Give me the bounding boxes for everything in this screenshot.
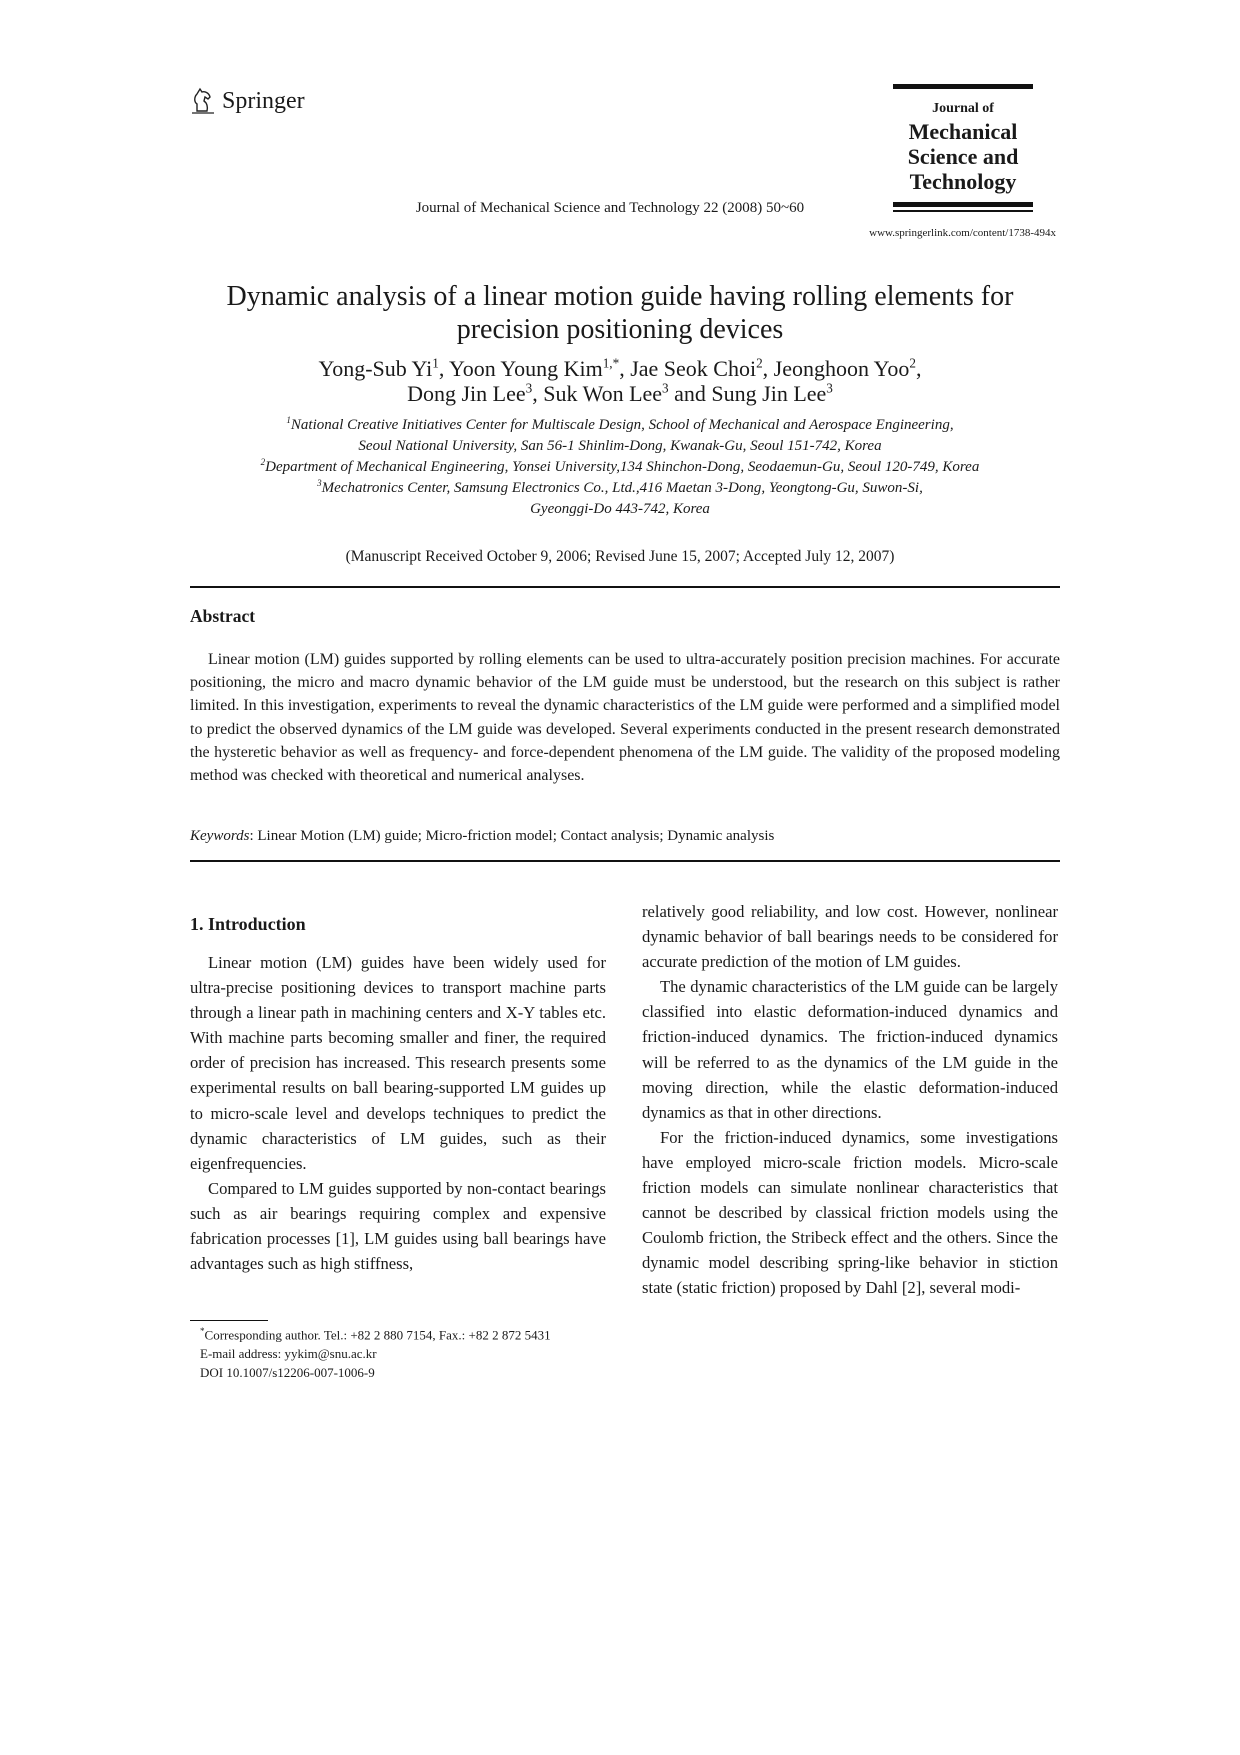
masthead-name-line: Technology	[909, 169, 1017, 194]
body-paragraph: Compared to LM guides supported by non-contact bearings such as air bearings requiring complex and expensive fabrication processes [1], LM guides using ball bearings have advantages such as high stiffness,	[190, 1178, 606, 1274]
divider-bottom	[190, 860, 1060, 862]
author-affiliation-marker: 1,*	[602, 355, 620, 371]
journal-url[interactable]: www.springerlink.com/content/1738-494x	[869, 227, 1056, 239]
author-affiliation-marker: 1	[432, 355, 439, 371]
author-name: Yoon Young Kim	[449, 356, 603, 381]
author-name: Dong Jin Lee	[407, 381, 526, 406]
masthead-name-line: Mechanical	[908, 119, 1018, 144]
body-paragraph: Linear motion (LM) guides have been widely used for ultra-precise positioning devices to transport machine parts through a linear path in machining centers and X-Y tables etc. With machine parts becoming smaller and finer, the required order of precision has increased. This research presents some experimental results on ball bearing-supported LM guides up to micro-scale level and develops techniques to predict the dynamic characteristics of LM guides, such as their eigenfrequencies.	[190, 953, 606, 1173]
footnote-marker: *	[200, 1326, 205, 1336]
author-affiliation-marker: 3	[662, 380, 669, 396]
footnote	[200, 1322, 551, 1382]
left-column	[190, 950, 606, 1276]
abstract-text: Linear motion (LM) guides supported by rolling elements can be used to ultra-accurately position precision machines. For accurate positioning, the micro and macro dynamic behavior of the LM guide must be understood, but the research on this subject is rather limited. In this investigation, experiments to reveal the dynamic characteristics of the LM guide were performed and a simplified model to predict the observed dynamics of the LM guide was developed. Several experiments conducted in the present research demonstrated the hysteretic behavior as well as frequency- and force-dependent phenomena of the LM guide. The validity of the proposed modeling method was checked with theoretical and numerical analyses.	[190, 651, 1060, 785]
author-name: Suk Won Lee	[543, 381, 663, 406]
author-affiliation-marker: 2	[909, 355, 916, 371]
body-paragraph: relatively good reliability, and low cost. However, nonlinear dynamic behavior of ball bearings needs to be considered for accurate prediction of the motion of LM guides.	[642, 902, 1058, 972]
body-paragraph: The dynamic characteristics of the LM guide can be largely classified into elastic deformation-induced dynamics and friction-induced dynamics. The friction-induced dynamics will be referred to as the dynamics of the LM guide in the moving direction, while the elastic deformation-induced dynamics as that in other directions.	[642, 977, 1058, 1122]
affiliation-text: Department of Mechanical Engineering, Yonsei University,134 Shinchon-Dong, Seodaemun-Gu, Seoul 120-749, Korea	[265, 459, 980, 475]
article-title: Dynamic analysis of a linear motion guide having rolling elements for precision positioning devices	[226, 281, 1014, 345]
masthead-prefix: Journal of	[932, 101, 994, 116]
publisher-name: Springer	[222, 88, 305, 114]
author-name: Jae Seok Choi	[630, 356, 757, 381]
section-heading-introduction: 1. Introduction	[190, 914, 306, 934]
divider-top	[190, 586, 1060, 588]
affiliation-line	[190, 478, 1050, 499]
affiliation-list	[190, 415, 1050, 520]
journal-masthead	[893, 84, 1033, 212]
author-affiliation-marker: 2	[756, 355, 763, 371]
affiliation-line: Seoul National University, San 56-1 Shinlim-Dong, Kwanak-Gu, Seoul 151-742, Korea	[358, 438, 882, 454]
right-column	[642, 899, 1058, 1301]
affiliation-text: National Creative Initiatives Center for Multiscale Design, School of Mechanical and Aerospace Engineering,	[290, 417, 954, 433]
corresponding-author-text: Corresponding author. Tel.: +82 2 880 7154, Fax.: +82 2 872 5431	[204, 1327, 551, 1343]
affiliation-marker: 3	[317, 478, 322, 488]
author-name: Sung Jin Lee	[711, 381, 827, 406]
keywords-label: Keywords	[190, 828, 250, 844]
affiliation-marker: 2	[260, 457, 266, 467]
affiliation-line	[190, 457, 1050, 478]
affiliation-line	[190, 415, 1050, 436]
author-name: Yong-Sub Yi	[318, 356, 433, 381]
body-paragraph: For the friction-induced dynamics, some investigations have employed micro-scale friction models. Micro-scale friction models can simulate nonlinear characteristics that cannot be described by classical friction models using the Coulomb friction, the Stribeck effect and the others. Since the dynamic model describing spring-like behavior in stiction state (static friction) proposed by Dahl [2], several modi-	[642, 1127, 1058, 1298]
affiliation-marker: 1	[286, 415, 291, 425]
masthead-journal-name	[893, 119, 1033, 194]
keywords	[190, 828, 774, 845]
masthead-rule-thin	[893, 210, 1033, 212]
footnote-email[interactable]: E-mail address: yykim@snu.ac.kr	[200, 1346, 377, 1362]
abstract-heading: Abstract	[190, 606, 256, 626]
affiliation-line: Gyeonggi-Do 443-742, Korea	[530, 501, 710, 517]
masthead-rule-top	[893, 84, 1033, 89]
affiliation-text: Mechatronics Center, Samsung Electronics Co., Ltd.,416 Maetan 3-Dong, Yeongtong-Gu, Suwon-Si,	[321, 480, 923, 496]
manuscript-dates: (Manuscript Received October 9, 2006; Revised June 15, 2007; Accepted July 12, 2007)	[345, 548, 895, 565]
publisher-logo	[190, 84, 305, 114]
masthead-rule-bottom	[893, 202, 1033, 207]
springer-knight-icon	[190, 84, 216, 114]
footnote-corresponding	[200, 1322, 551, 1344]
footnote-doi: DOI 10.1007/s12206-007-1006-9	[200, 1365, 375, 1381]
author-affiliation-marker: 3	[525, 380, 533, 396]
journal-citation: Journal of Mechanical Science and Technology 22 (2008) 50~60	[415, 200, 805, 216]
masthead-name-line: Science and	[907, 144, 1019, 169]
author-list: Yong-Sub Yi$^1$, Yoon Young Kim$^{1,*}$, Jae Seok Choi$^2$, Jeonghoon Yoo$^2$, Dong Jin Lee$^3$, Suk Won Lee$^3$ and Sung Jin Lee$^3$	[318, 355, 922, 406]
author-name: Jeonghoon Yoo	[773, 356, 910, 381]
footnote-rule	[190, 1320, 268, 1321]
keywords-list: : Linear Motion (LM) guide; Micro-friction model; Contact analysis; Dynamic analysis	[249, 828, 775, 844]
author-affiliation-marker: 3	[826, 380, 833, 396]
